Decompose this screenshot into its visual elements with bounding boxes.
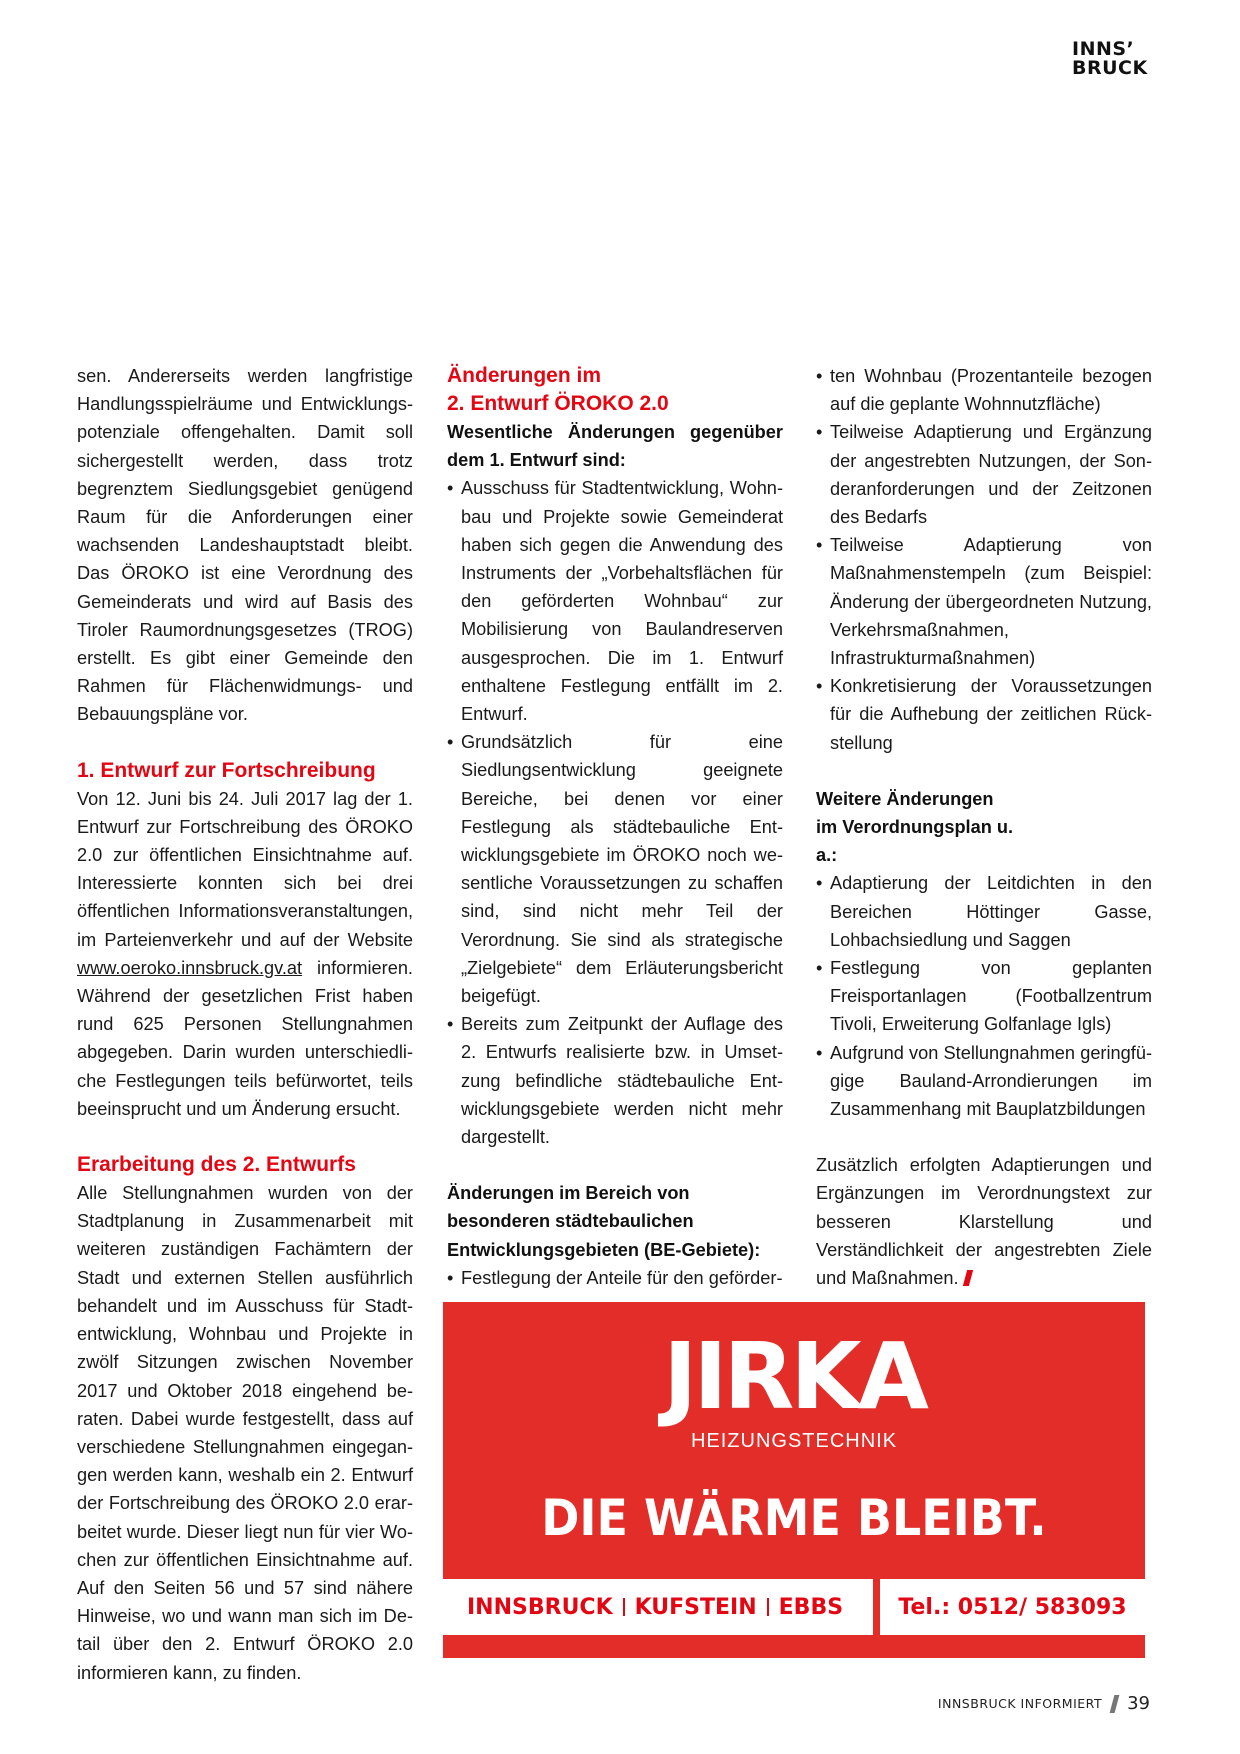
logo-line-2: BRUCK [1072, 57, 1148, 79]
ad-location: INNSBRUCK [467, 1594, 613, 1620]
ad-brand-subtitle: HEIZUNGSTECHNIK [690, 1430, 898, 1452]
article-end-mark-icon [962, 1270, 972, 1286]
first-draft-text-a: Von 12. Juni bis 24. Juli 2017 lag der 1. Entwurf zur Fortschreibung des ÖROKO 2.0 zur öffentlichen Einsichtnahme auf. Interessierte konnten sich bei drei öffentlichen Informationsveranstaltungen, im Parteienverkehr und auf der Website [77, 788, 413, 950]
subheading-essential-changes: Wesentliche Änderungen gegenüber dem 1. Entwurf sind: [447, 422, 783, 471]
slash-separator-icon [1110, 1695, 1120, 1713]
changes-title-line-2: 2. Entwurf ÖROKO 2.0 [447, 392, 669, 415]
section-heading-first-draft: 1. Entwurf zur Fortschreibung [77, 758, 376, 782]
list-item: • Adaptierung der Leitdichten in den Bereichen Höttinger Gasse, Lohbachsiedlung und Saggen [816, 869, 1152, 954]
section-heading-changes [447, 362, 783, 418]
ad-phone-number[interactable]: Tel.: 0512/ 583093 [898, 1594, 1127, 1620]
list-item: • Ausschuss für Stadtentwicklung, Wohnbau und Projekte sowie Gemeinderat haben sich gegen die Anwendung des Instruments der „Vorbehaltsflächen für den geförderten Wohnbau“ zur Mobilisierung von Baulandreserven ausgesprochen. Die im 1. Entwurf enthaltene Festlegung entfällt im 2. Entwurf. [447, 474, 783, 728]
list-item: • Bereits zum Zeitpunkt der Auflage des 2. Entwurfs realisierte bzw. in Umsetzung befindliche städtebauliche Entwicklungsgebiete werden nicht mehr dargestellt. [447, 1010, 783, 1151]
page-number: 39 [1127, 1693, 1150, 1714]
logo-line-1: INNS’ [1072, 38, 1135, 60]
innsbruck-logo [1072, 40, 1148, 78]
article-column-1 [77, 362, 413, 1687]
further-changes-list [816, 869, 1152, 1123]
first-draft-paragraph [77, 785, 413, 1123]
list-item: • Grundsätzlich für eine Siedlungsentwicklung geeignete Bereiche, bei denen vor einer Festlegung als städtebauliche Entwicklungsgebiete im ÖROKO noch wesentliche Voraussetzungen zu schaffen sind, sind nicht mehr Teil der Verordnung. Sie sind als strategische „Zielgebiete“ dem Erläuterungsbericht beigefügt. [447, 728, 783, 1010]
list-item: • Teilweise Adaptierung und Ergänzung der angestrebten Nutzungen, der Sonderanforderungen und der Zeitzonen des Bedarfs [816, 418, 1152, 531]
section-heading-second-draft: Erarbeitung des 2. Entwurfs [77, 1153, 356, 1177]
ad-locations-box [443, 1579, 873, 1635]
changes-title-line-1: Änderungen im [447, 364, 602, 387]
subheading-be-areas: Änderungen im Bereich von besonderen städtebaulichen Entwicklungsgebieten (BE-Gebiete): [447, 1183, 761, 1260]
list-item: • Konkretisierung der Voraussetzungen für die Aufhebung der zeitlichen Rückstellung [816, 672, 1152, 757]
essential-changes-list [447, 474, 783, 1151]
be-areas-list-continued [816, 362, 1152, 757]
second-draft-paragraph: Alle Stellungnahmen wurden von der Stadtplanung in Zusammenarbeit mit weiteren zuständigen Fachämtern der Stadt und externen Stellen ausführlich behandelt und im Ausschuss für Stadtentwicklung, Wohnbau und Projekte in zwölf Sitzungen zwischen November 2017 und Oktober 2018 eingehend beraten. Dabei wurde festgestellt, dass auf verschiedene Stellungnahmen eingegangen werden kann, weshalb ein 2. Entwurf der Fortschreibung des ÖROKO 2.0 erarbeitet wurde. Dieser liegt nun für vier Wochen zur öffentlichen Einsichtnahme auf. Auf den Seiten 56 und 57 sind nähere Hinweise, wo und wann man sich im Detail über den 2. Entwurf ÖROKO 2.0 informieren kann, zu finden. [77, 1183, 413, 1683]
ad-slogan: DIE WÄRME BLEIBT. [541, 1489, 1047, 1547]
ad-brand-name: JIRKA [663, 1323, 925, 1430]
ad-phone-box [880, 1579, 1145, 1635]
subheading-further-changes: Weitere Änderungen im Verordnungsplan u. a.: [816, 788, 1014, 866]
publication-name: INNSBRUCK INFORMIERT [937, 1696, 1103, 1711]
closing-text: Zusätzlich erfolgten Adaptierungen und Ergänzungen im Verordnungstext zur besseren Klarstellung und Verständlichkeit der angestrebten Ziele und Maßnahmen. [816, 1155, 1152, 1289]
be-areas-list [447, 1264, 783, 1292]
oeroko-website-link[interactable]: www.oeroko.innsbruck.gv.at [77, 957, 303, 978]
first-draft-text-b: informieren. Während der gesetzlichen Frist haben rund 625 Personen Stellungnahmen abgegeben. Darin wurden unterschiedliche Festlegungen teils befürwortet, teils beeinsprucht und um Änderung ersucht. [77, 957, 413, 1119]
closing-paragraph [816, 1151, 1152, 1292]
page-footer [938, 1693, 1150, 1714]
list-item-continued: • ten Wohnbau (Prozentanteile bezogen auf die geplante Wohnnutzfläche) [816, 362, 1152, 418]
intro-paragraph: sen. Andererseits werden langfristige Handlungsspielräume und Entwicklungspotenziale offengehalten. Damit soll sichergestellt werden, dass trotz begrenztem Siedlungsgebiet genügend Raum für die Anforderungen einer wachsenden Landeshauptstadt bleibt. Das ÖROKO ist eine Verordnung des Gemeinderats und wird auf Basis des Tiroler Raumordnungsgesetzes (TROG) erstellt. Es gibt einer Gemeinde den Rahmen für Flächenwidmungs- und Bebauungspläne vor. [77, 366, 413, 725]
list-item: • Teilweise Adaptierung von Maßnahmenstempeln (zum Beispiel: Änderung der übergeordneten Nutzung, Verkehrsmaßnahmen, Infrastrukturmaßnahmen) [816, 531, 1152, 672]
separator [767, 1598, 769, 1616]
list-item: • Festlegung der Anteile für den geförder- [447, 1264, 783, 1292]
list-item: • Aufgrund von Stellungnahmen geringfügige Bauland-Arrondierungen im Zusammenhang mit Bauplatzbildungen [816, 1039, 1152, 1124]
jirka-advertisement[interactable] [443, 1302, 1145, 1658]
ad-location: EBBS [778, 1594, 844, 1620]
ad-location: KUFSTEIN [634, 1594, 757, 1620]
list-item: • Festlegung von geplanten Freisportanlagen (Footballzentrum Tivoli, Erweiterung Golfanlage Igls) [816, 954, 1152, 1039]
article-column-2 [447, 362, 783, 1292]
article-column-3 [816, 362, 1152, 1292]
separator [623, 1598, 625, 1616]
